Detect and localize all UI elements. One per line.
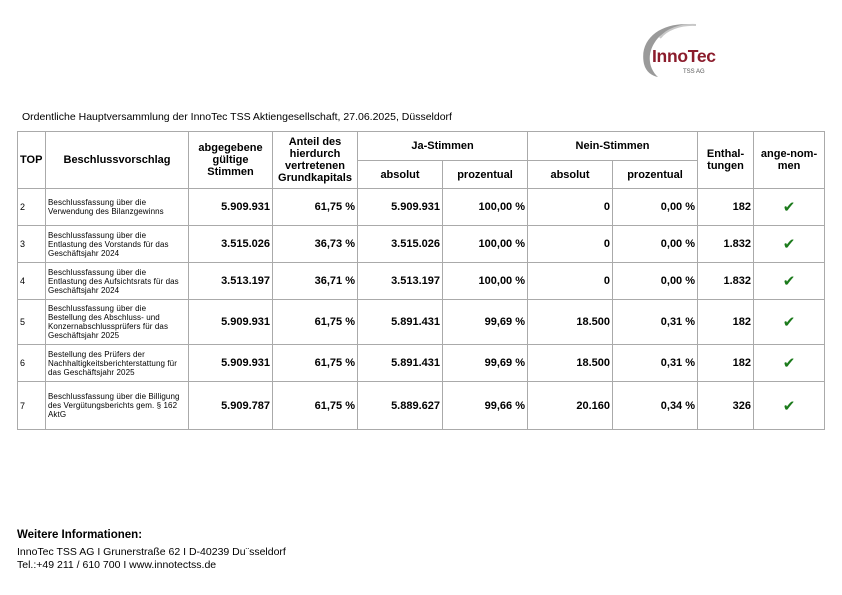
row-proposal: Beschlussfassung über die Entlastung des Aufsichtsrats für das Geschäftsjahr 2024 (46, 263, 189, 300)
header-abstentions: Enthal-tungen (698, 132, 754, 189)
row-share-capital: 36,73 % (273, 226, 358, 263)
table-row (18, 382, 825, 430)
row-abstentions: 182 (698, 189, 754, 226)
row-share-capital: 36,71 % (273, 263, 358, 300)
row-no-percent: 0,00 % (613, 226, 698, 263)
voting-results-table (17, 131, 825, 430)
header-share-capital: Anteil des hierdurch vertretenen Grundkapitals (273, 132, 358, 189)
table-row (18, 226, 825, 263)
row-valid-votes: 5.909.931 (189, 189, 273, 226)
row-yes-percent: 100,00 % (443, 226, 528, 263)
checkmark-icon: ✔ (754, 382, 825, 430)
row-share-capital: 61,75 % (273, 382, 358, 430)
row-no-absolute: 0 (528, 189, 613, 226)
row-valid-votes: 3.515.026 (189, 226, 273, 263)
row-proposal: Beschlussfassung über die Verwendung des Bilanzgewinns (46, 189, 189, 226)
row-no-absolute: 18.500 (528, 300, 613, 345)
row-top: 6 (18, 345, 46, 382)
row-share-capital: 61,75 % (273, 345, 358, 382)
checkmark-icon: ✔ (754, 300, 825, 345)
row-proposal: Beschlussfassung über die Billigung des Vergütungsberichts gem. § 162 AktG (46, 382, 189, 430)
row-top: 4 (18, 263, 46, 300)
row-no-absolute: 18.500 (528, 345, 613, 382)
row-proposal: Beschlussfassung über die Entlastung des Vorstands für das Geschäftsjahr 2024 (46, 226, 189, 263)
row-valid-votes: 3.513.197 (189, 263, 273, 300)
footer-address: InnoTec TSS AG I Grunerstraße 62 I D-40239 Du¨sseldorf (17, 546, 286, 558)
row-yes-absolute: 5.891.431 (358, 345, 443, 382)
logo-subtitle: TSS AG (683, 69, 705, 75)
header-no-votes: Nein-Stimmen (528, 132, 698, 161)
header-top: TOP (18, 132, 46, 189)
row-yes-absolute: 3.513.197 (358, 263, 443, 300)
row-share-capital: 61,75 % (273, 189, 358, 226)
row-proposal: Bestellung des Prüfers der Nachhaltigkeitsberichterstattung für das Geschäftsjahr 2025 (46, 345, 189, 382)
checkmark-icon: ✔ (754, 263, 825, 300)
footer-contact: Tel.:+49 211 / 610 700 I www.innotectss.de (17, 559, 217, 571)
row-yes-percent: 100,00 % (443, 189, 528, 226)
company-logo (636, 22, 716, 78)
row-valid-votes: 5.909.931 (189, 300, 273, 345)
row-no-percent: 0,00 % (613, 189, 698, 226)
row-abstentions: 1.832 (698, 263, 754, 300)
row-yes-absolute: 3.515.026 (358, 226, 443, 263)
row-abstentions: 182 (698, 345, 754, 382)
row-no-absolute: 0 (528, 263, 613, 300)
header-valid-votes: abgegebene gültige Stimmen (189, 132, 273, 189)
header-no-percent: prozentual (613, 161, 698, 189)
checkmark-icon: ✔ (754, 226, 825, 263)
footer-title: Weitere Informationen: (17, 529, 143, 541)
row-no-percent: 0,34 % (613, 382, 698, 430)
logo-name: InnoTec (652, 46, 716, 66)
row-no-percent: 0,31 % (613, 300, 698, 345)
table-row (18, 189, 825, 226)
header-yes-percent: prozentual (443, 161, 528, 189)
row-yes-percent: 99,66 % (443, 382, 528, 430)
row-abstentions: 1.832 (698, 226, 754, 263)
row-yes-absolute: 5.909.931 (358, 189, 443, 226)
header-yes-votes: Ja-Stimmen (358, 132, 528, 161)
row-yes-absolute: 5.889.627 (358, 382, 443, 430)
row-no-absolute: 0 (528, 226, 613, 263)
row-top: 7 (18, 382, 46, 430)
checkmark-icon: ✔ (754, 189, 825, 226)
row-valid-votes: 5.909.931 (189, 345, 273, 382)
row-yes-percent: 100,00 % (443, 263, 528, 300)
row-yes-absolute: 5.891.431 (358, 300, 443, 345)
header-proposal: Beschlussvorschlag (46, 132, 189, 189)
row-abstentions: 326 (698, 382, 754, 430)
row-no-absolute: 20.160 (528, 382, 613, 430)
row-no-percent: 0,31 % (613, 345, 698, 382)
row-yes-percent: 99,69 % (443, 345, 528, 382)
header-adopted: ange-nom-men (754, 132, 825, 189)
row-valid-votes: 5.909.787 (189, 382, 273, 430)
checkmark-icon: ✔ (754, 345, 825, 382)
table-row (18, 300, 825, 345)
header-no-absolute: absolut (528, 161, 613, 189)
row-top: 5 (18, 300, 46, 345)
meeting-title: Ordentliche Hauptversammlung der InnoTec TSS Aktiengesellschaft, 27.06.2025, Düsseldorf (22, 111, 452, 123)
table-row (18, 263, 825, 300)
row-top: 2 (18, 189, 46, 226)
row-no-percent: 0,00 % (613, 263, 698, 300)
row-top: 3 (18, 226, 46, 263)
row-yes-percent: 99,69 % (443, 300, 528, 345)
header-yes-absolute: absolut (358, 161, 443, 189)
row-share-capital: 61,75 % (273, 300, 358, 345)
row-abstentions: 182 (698, 300, 754, 345)
table-row (18, 345, 825, 382)
row-proposal: Beschlussfassung über die Bestellung des Abschluss- und Konzernabschlussprüfers für das Geschäftsjahr 2025 (46, 300, 189, 345)
